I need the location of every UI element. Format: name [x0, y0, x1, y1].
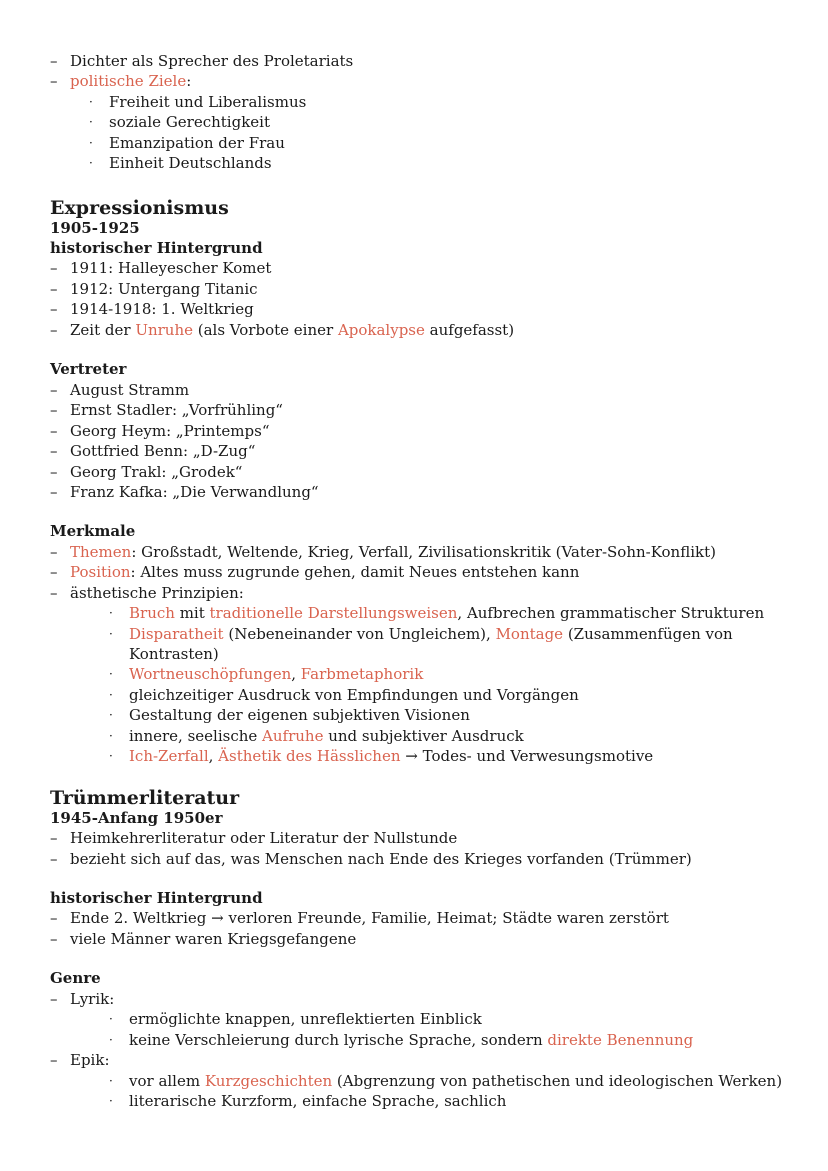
- highlight: Disparatheit: [129, 625, 224, 643]
- sub-list-item: · Freiheit und Liberalismus: [89, 93, 307, 111]
- list-item: – bezieht sich auf das, was Menschen nach Ende des Krieges vorfanden (Trümmer): [0, 849, 828, 869]
- section-years: 1905-1925: [50, 219, 140, 237]
- highlight: traditionelle Darstellungsweisen: [209, 604, 458, 622]
- dash-bullet: [50, 828, 64, 848]
- sub-list-item: · ermöglichte knappen, unreflektierten Einblick: [109, 1010, 482, 1028]
- dash-bullet: [50, 441, 64, 461]
- dash-bullet: [50, 462, 64, 482]
- highlight: Ästhetik des Hässlichen: [218, 747, 401, 765]
- dot-bullet: ·: [89, 156, 93, 170]
- sub-list-item: · innere, seelische Aufruhe und subjektiver Ausdruck: [109, 727, 524, 745]
- highlight: politische Ziele: [70, 72, 187, 90]
- list-item: – Position: Altes muss zugrunde gehen, damit Neues entstehen kann: [0, 562, 828, 582]
- subheading-vertreter: Vertreter: [50, 360, 127, 378]
- list-item: – Epik:: [0, 1050, 828, 1070]
- list-item: – Dichter als Sprecher des Proletariats: [0, 51, 828, 71]
- highlight: Position: [70, 563, 131, 581]
- dot-bullet: ·: [109, 749, 113, 763]
- dash-bullet: [50, 929, 64, 949]
- dash-bullet: [50, 583, 64, 603]
- highlight: Kurzgeschichten: [204, 1072, 333, 1090]
- dash-bullet: [50, 908, 64, 928]
- sub-list-item: · Wortneuschöpfungen, Farbmetaphorik: [109, 665, 424, 683]
- sub-list-item: · Ich-Zerfall, Ästhetik des Hässlichen → Todes- und Verwesungsmotive: [109, 747, 654, 765]
- subheading-merkmale: Merkmale: [50, 522, 136, 540]
- dot-bullet: ·: [109, 1094, 113, 1108]
- sub-list-item-continuation: Kontrasten): [129, 645, 219, 663]
- list-item: – Gottfried Benn: „D-Zug“: [0, 441, 828, 461]
- list-item: – politische Ziele:: [0, 71, 828, 91]
- dot-bullet: ·: [109, 1033, 113, 1047]
- dot-bullet: ·: [109, 1074, 113, 1088]
- list-item: – ästhetische Prinzipien:: [0, 583, 828, 603]
- highlight: Ich-Zerfall: [129, 747, 209, 765]
- dot-bullet: ·: [109, 1012, 113, 1026]
- section-title-truemmerliteratur: Trümmerliteratur: [50, 787, 240, 809]
- dash-bullet: [50, 482, 64, 502]
- highlight: Farbmetaphorik: [300, 665, 424, 683]
- list-item: – viele Männer waren Kriegsgefangene: [0, 929, 828, 949]
- dash-bullet: [50, 299, 64, 319]
- dash-bullet: [50, 1050, 64, 1070]
- sub-list-item: · literarische Kurzform, einfache Sprache, sachlich: [109, 1092, 507, 1110]
- dash-bullet: [50, 849, 64, 869]
- dash-bullet: [50, 989, 64, 1009]
- dash-bullet: [50, 258, 64, 278]
- sub-list-item: · keine Verschleierung durch lyrische Sprache, sondern direkte Benennung: [109, 1031, 694, 1049]
- highlight: Themen: [70, 543, 132, 561]
- dot-bullet: ·: [89, 136, 93, 150]
- sub-list-item: · vor allem Kurzgeschichten (Abgrenzung von pathetischen und ideologischen Werken): [109, 1072, 783, 1090]
- dash-bullet: [50, 320, 64, 340]
- highlight: Bruch: [129, 604, 175, 622]
- list-item: – Themen: Großstadt, Weltende, Krieg, Verfall, Zivilisationskritik (Vater-Sohn-Konflikt): [0, 542, 828, 562]
- list-item: – Lyrik:: [0, 989, 828, 1009]
- dot-bullet: ·: [109, 729, 113, 743]
- dot-bullet: ·: [89, 95, 93, 109]
- highlight: Montage: [495, 625, 564, 643]
- sub-list-item: · Gestaltung der eigenen subjektiven Visionen: [109, 706, 470, 724]
- dash-bullet: [50, 421, 64, 441]
- list-item: – Franz Kafka: „Die Verwandlung“: [0, 482, 828, 502]
- list-item: – Zeit der Unruhe (als Vorbote einer Apokalypse aufgefasst): [0, 320, 828, 340]
- subheading-genre: Genre: [50, 969, 101, 987]
- sub-list-item: · Einheit Deutschlands: [89, 154, 272, 172]
- list-item: – 1914-1918: 1. Weltkrieg: [0, 299, 828, 319]
- sub-list-item: · Disparatheit (Nebeneinander von Ungleichem), Montage (Zusammenfügen von: [109, 625, 733, 643]
- list-item: – Georg Heym: „Printemps“: [0, 421, 828, 441]
- highlight: Wortneuschöpfungen: [129, 665, 292, 683]
- dot-bullet: ·: [89, 115, 93, 129]
- highlight: Unruhe: [135, 321, 193, 339]
- dash-bullet: [50, 542, 64, 562]
- subheading-historischer-hintergrund: historischer Hintergrund: [50, 239, 263, 257]
- dot-bullet: ·: [109, 667, 113, 681]
- list-item: – Ernst Stadler: „Vorfrühling“: [0, 400, 828, 420]
- dot-bullet: ·: [109, 708, 113, 722]
- list-item: – August Stramm: [0, 380, 828, 400]
- dot-bullet: ·: [109, 688, 113, 702]
- highlight: Aufruhe: [262, 727, 324, 745]
- list-item: – Ende 2. Weltkrieg → verloren Freunde, Familie, Heimat; Städte waren zerstört: [0, 908, 828, 928]
- dot-bullet: ·: [109, 606, 113, 620]
- sub-list-item: · gleichzeitiger Ausdruck von Empfindungen und Vorgängen: [109, 686, 579, 704]
- dot-bullet: ·: [109, 627, 113, 641]
- list-item: – 1912: Untergang Titanic: [0, 279, 828, 299]
- list-item: – Heimkehrerliteratur oder Literatur der Nullstunde: [0, 828, 828, 848]
- section-years: 1945-Anfang 1950er: [50, 809, 223, 827]
- dash-bullet: [50, 279, 64, 299]
- dash-bullet: [50, 51, 64, 71]
- sub-list-item: · Bruch mit traditionelle Darstellungsweisen, Aufbrechen grammatischer Strukturen: [109, 604, 765, 622]
- sub-list-item: · soziale Gerechtigkeit: [89, 113, 271, 131]
- dash-bullet: [50, 562, 64, 582]
- list-item: – 1911: Halleyescher Komet: [0, 258, 828, 278]
- highlight: direkte Benennung: [547, 1031, 694, 1049]
- highlight: Apokalypse: [337, 321, 425, 339]
- sub-list-item: · Emanzipation der Frau: [89, 134, 285, 152]
- subheading-historischer-hintergrund: historischer Hintergrund: [50, 889, 263, 907]
- dash-bullet: [50, 380, 64, 400]
- list-item: – Georg Trakl: „Grodek“: [0, 462, 828, 482]
- dash-bullet: [50, 400, 64, 420]
- dash-bullet: [50, 71, 64, 91]
- section-title-expressionismus: Expressionismus: [50, 197, 229, 219]
